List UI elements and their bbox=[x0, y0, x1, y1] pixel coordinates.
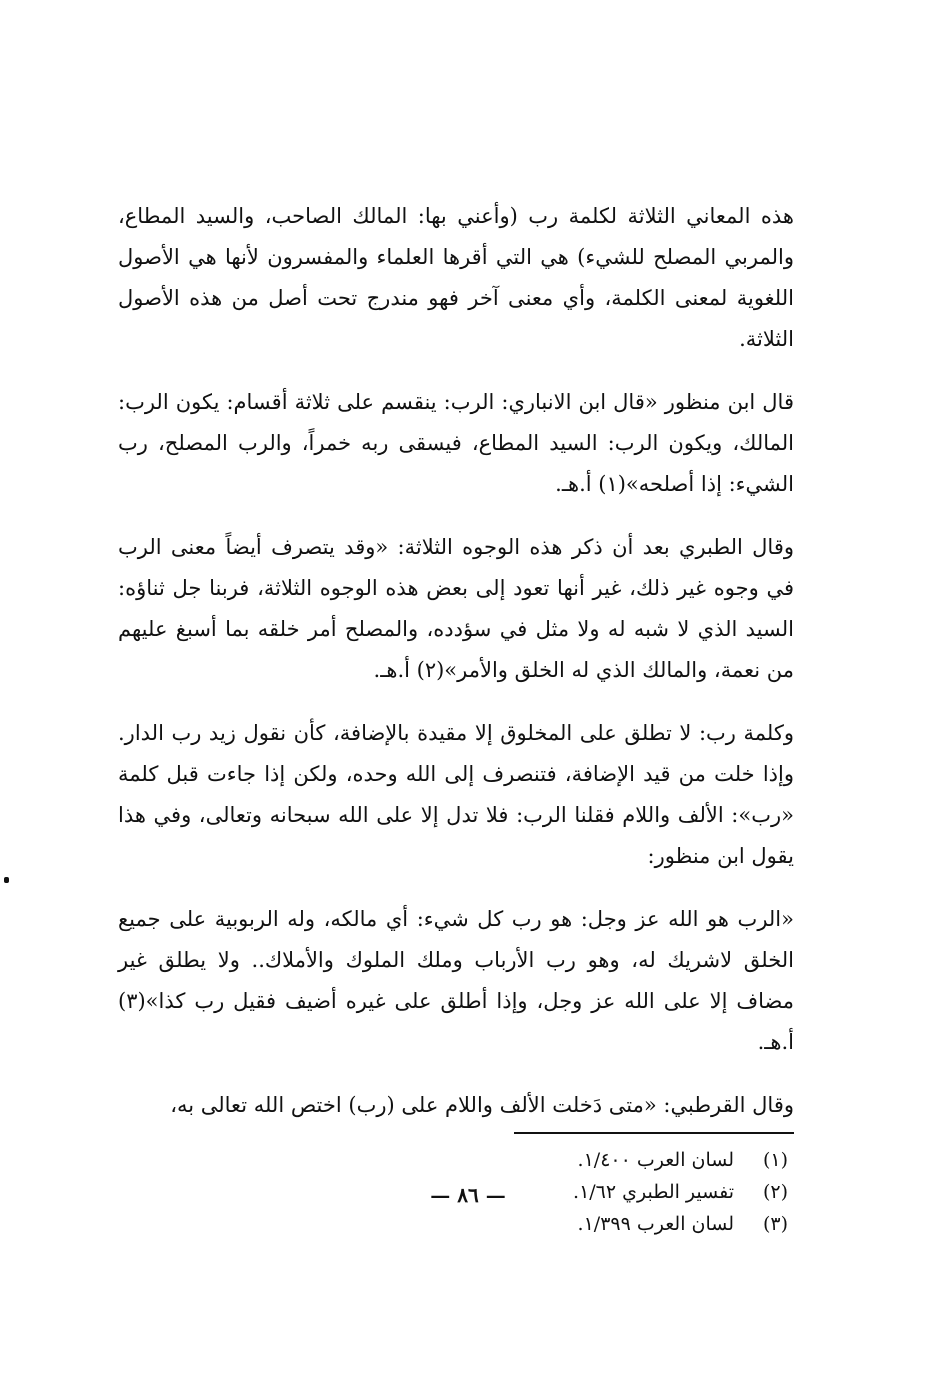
footnote-item bbox=[118, 1144, 794, 1176]
paragraph-ibn-manzur-quote: قال ابن منظور «قال ابن الانباري: الرب: ينقسم على ثلاثة أقسام: يكون الرب: المالك، ويكون الرب: السيد المطاع، فيسقى ربه خمراً، والرب المصلح، رب الشيء: إذا أصلحه»(١) أ.هـ. bbox=[118, 390, 794, 496]
page-number: — ٨٦ — bbox=[430, 1183, 506, 1207]
footnote-text: لسان العرب ١/٤٠٠. bbox=[577, 1149, 734, 1171]
paragraph-usage-note: وكلمة رب: لا تطلق على المخلوق إلا مقيدة بالإضافة، كأن نقول زيد رب الدار. وإذا خلت من قيد الإضافة، فتنصرف إلى الله وحده، ولكن إذا جاءت قبل كلمة «رب»: الألف واللام فقلنا الرب: فلا تدل إلا على الله سبحانه وتعالى، وفي هذا يقول ابن منظور: bbox=[118, 721, 794, 868]
footnote-number: (١) bbox=[762, 1149, 788, 1171]
footnote-item bbox=[118, 1208, 794, 1240]
paragraph-qurtubi-quote: وقال القرطبي: «متى دَخلت الألف واللام على (رب) اختص الله تعالى به، bbox=[170, 1093, 794, 1117]
footnote-separator bbox=[514, 1132, 794, 1134]
footnote-number: (٣) bbox=[762, 1213, 788, 1235]
paragraph-tabari-quote: وقال الطبري بعد أن ذكر هذه الوجوه الثلاثة: «وقد يتصرف أيضاً معنى الرب في وجوه غير ذلك، غير أنها تعود إلى بعض هذه الوجوه الثلاثة، فربنا جل ثناؤه: السيد الذي لا شبه له ولا مثل في سؤدده، والمصلح أمر خلقه بما أسبغ عليهم من نعمة، والمالك الذي له الخلق والأمر»(٢) أ.هـ. bbox=[118, 535, 794, 682]
margin-mark bbox=[4, 877, 9, 883]
paragraph-lisan-quote: «الرب هو الله عز وجل: هو رب كل شيء: أي مالكه، وله الربوبية على جميع الخلق لاشريك له، وهو رب الأرباب وملك الملوك والأملاك.. ولا يطلق غير مضاف إلا على الله عز وجل، وإذا أطلق على غيره أضيف فقيل رب كذا»(٣) أ.هـ. bbox=[118, 907, 794, 1054]
footnote-number: (٢) bbox=[762, 1181, 788, 1203]
footnote-text: تفسير الطبري ١/٦٢. bbox=[573, 1181, 734, 1203]
paragraph-rabb-meanings: هذه المعاني الثلاثة لكلمة رب (وأعني بها: المالك الصاحب، والسيد المطاع، والمربي المصلح للشيء) هي التي أقرها العلماء والمفسرون لأنها هي الأصول اللغوية لمعنى الكلمة، وأي معنى آخر فهو مندرج تحت أصل من هذه الأصول الثلاثة. bbox=[118, 204, 794, 351]
footnote-text: لسان العرب ١/٣٩٩. bbox=[577, 1213, 734, 1235]
page-body bbox=[118, 196, 794, 1240]
